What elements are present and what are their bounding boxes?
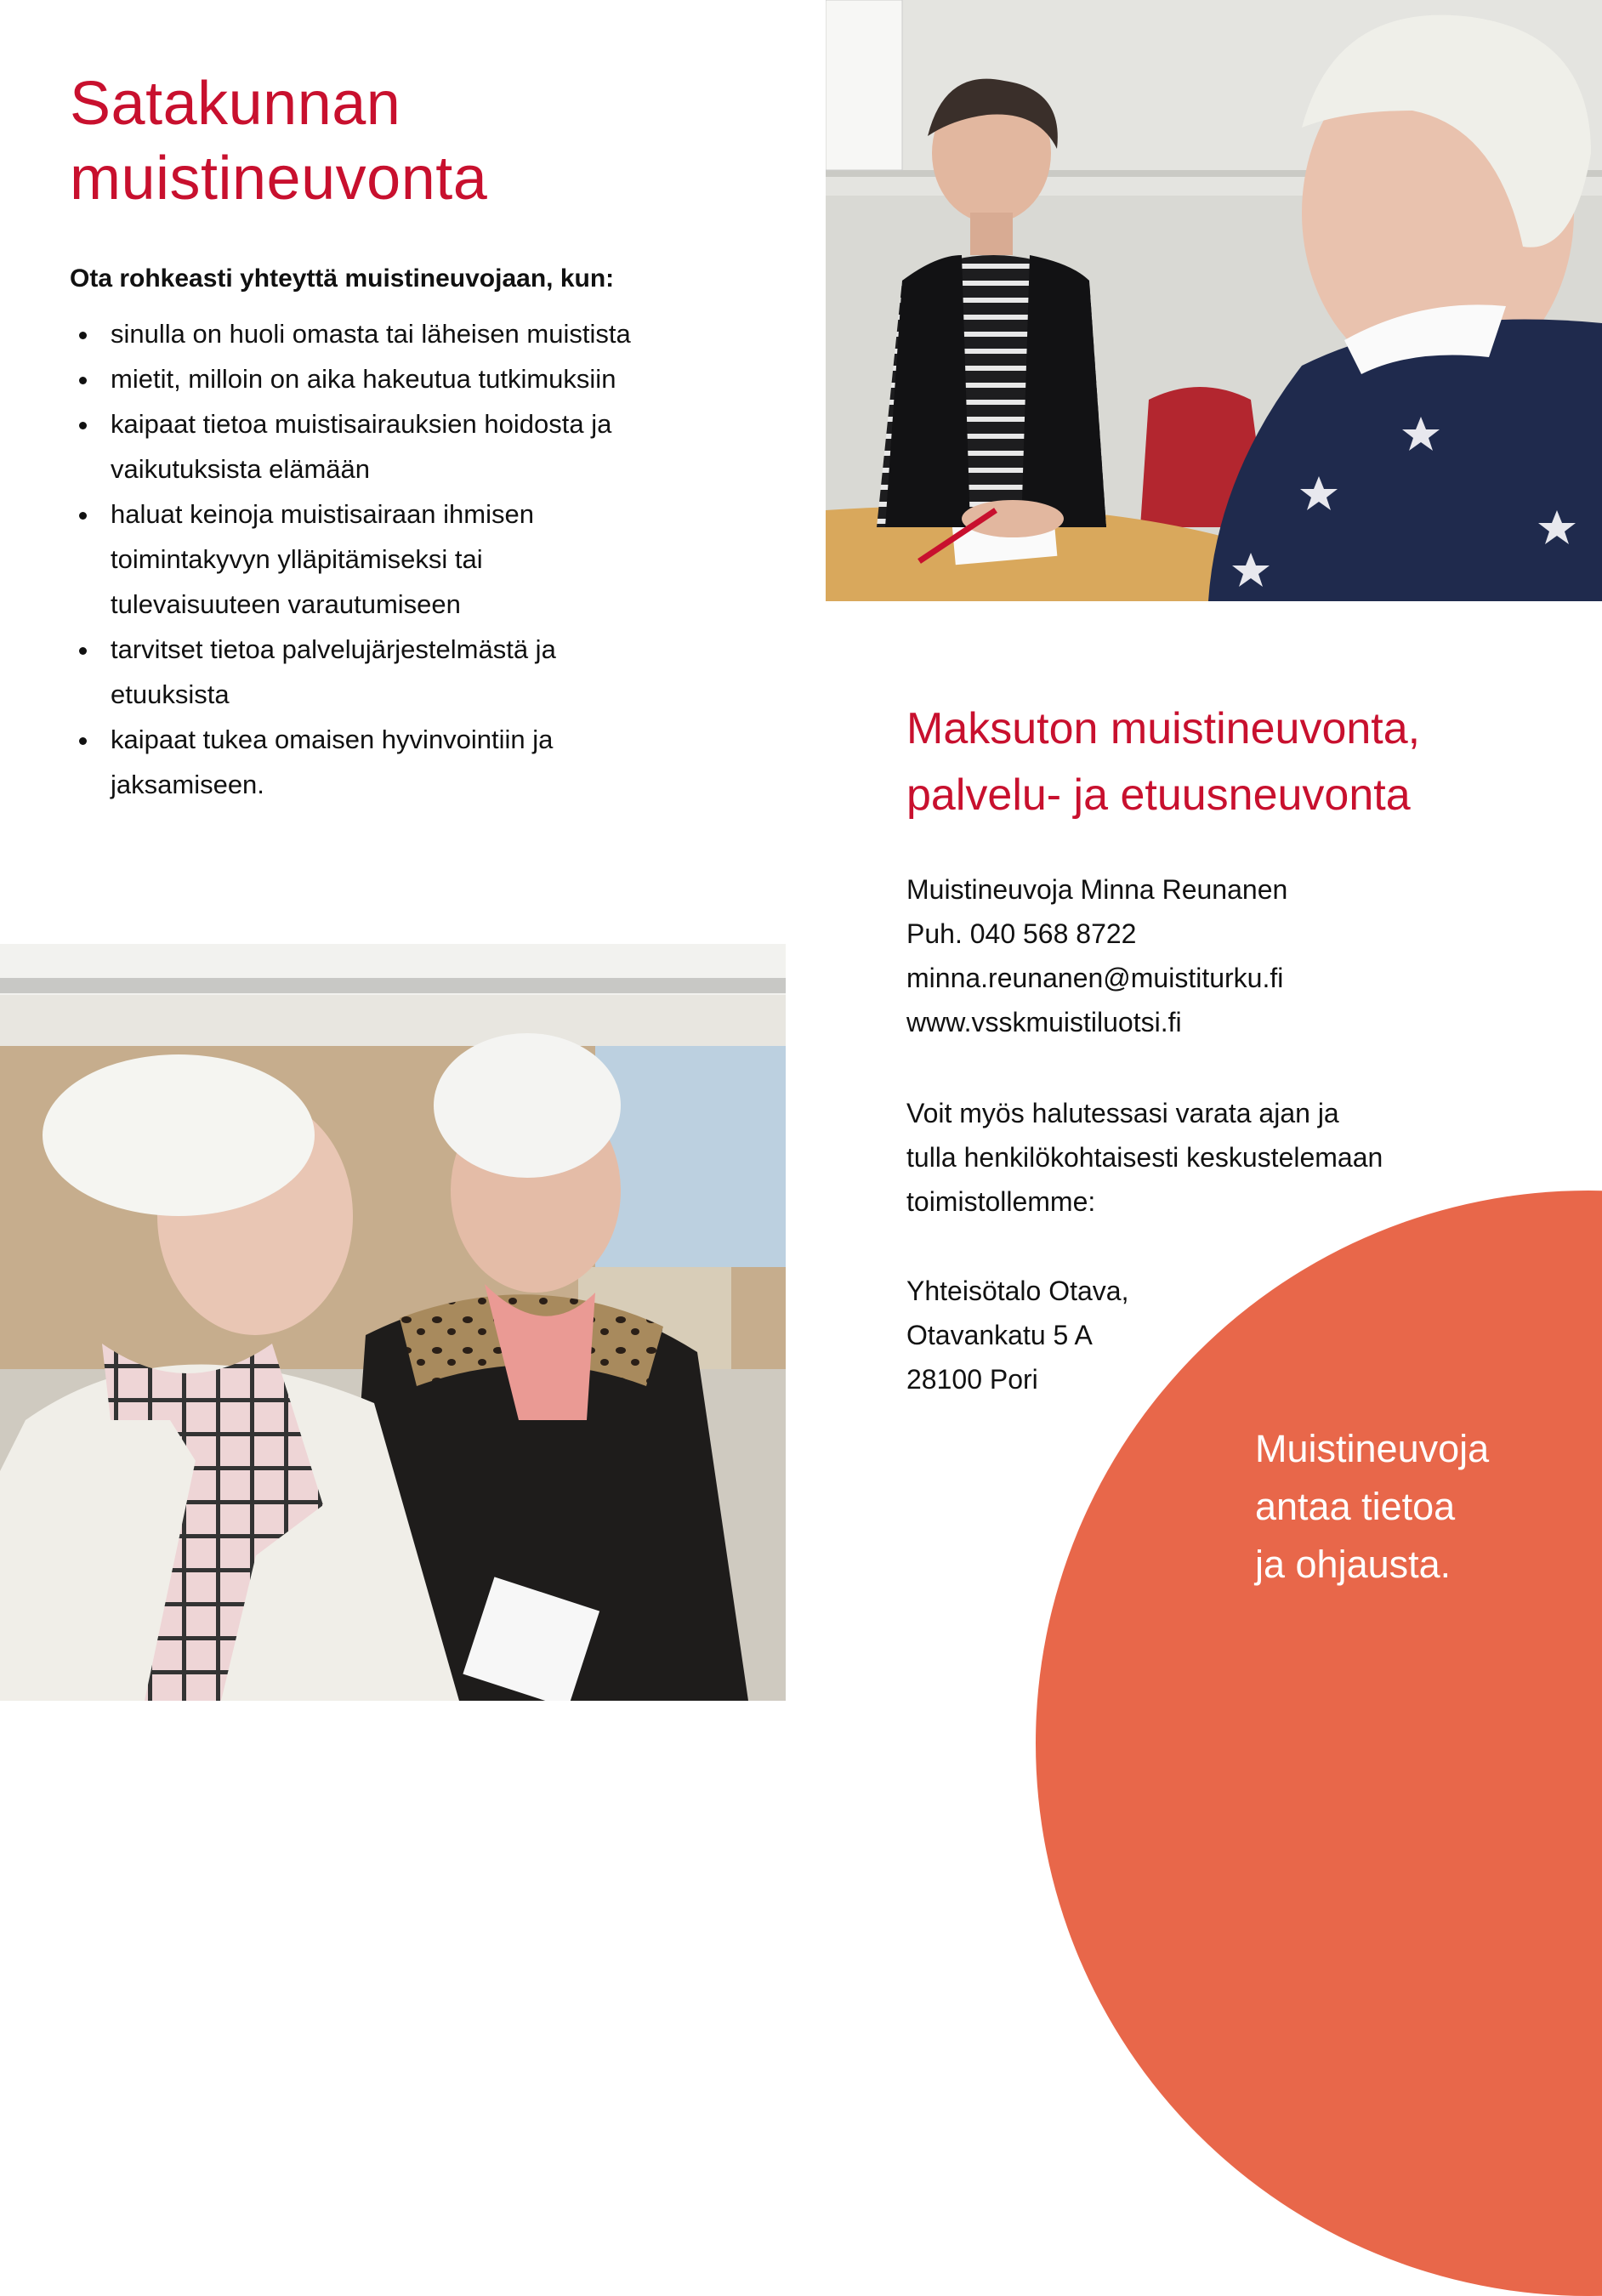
service-heading-line-2: palvelu- ja etuusneuvonta (906, 770, 1411, 820)
list-item (70, 401, 723, 492)
bullet-icon (79, 512, 87, 520)
list-item (70, 356, 801, 401)
list-item-text: tarvitset tietoa palvelujärjestelmästä ja etuuksista (111, 634, 556, 709)
bullet-icon (79, 332, 87, 339)
page-title-line-2: muistineuvonta (70, 145, 488, 213)
contact-info (906, 867, 1553, 1044)
two-women-photo (0, 944, 786, 1701)
list-item (70, 717, 655, 807)
two-women-photo-illustration (0, 944, 786, 1701)
phone-number[interactable]: Puh. 040 568 8722 (906, 918, 1137, 949)
bullet-icon (79, 422, 87, 429)
bullet-icon (79, 647, 87, 655)
callout-line-3: ja ohjausta. (1255, 1543, 1451, 1586)
list-item (70, 627, 655, 717)
service-heading-line-1: Maksuton muistineuvonta, (906, 704, 1421, 753)
callout-line-1: Muistineuvoja (1255, 1427, 1490, 1470)
visit-line-3: toimistollemme: (906, 1186, 1096, 1217)
list-item-text: sinulla on huoli omasta tai läheisen muistista (111, 319, 631, 349)
email-link[interactable]: minna.reunanen@muistiturku.fi (906, 963, 1284, 993)
list-item-text: kaipaat tietoa muistisairauksien hoidosta ja vaikutuksista elämään (111, 409, 612, 484)
reasons-list (70, 311, 801, 807)
service-heading (906, 696, 1570, 828)
list-item-text: haluat keinoja muistisairaan ihmisen toimintakyvyn ylläpitämiseksi tai tulevaisuuteen varautumiseen (111, 499, 534, 619)
callout-text (1255, 1420, 1578, 1594)
address-line-1: Yhteisötalo Otava, (906, 1276, 1129, 1306)
page-title (70, 66, 750, 216)
callout-line-2: antaa tietoa (1255, 1485, 1456, 1528)
bullet-icon (79, 737, 87, 745)
bullet-icon (79, 377, 87, 384)
list-item-text: kaipaat tukea omaisen hyvinvointiin ja jaksamiseen. (111, 725, 554, 799)
list-item (70, 311, 801, 356)
list-item-text: mietit, milloin on aika hakeutua tutkimuksiin (111, 364, 616, 394)
counsellor-name: Muistineuvoja Minna Reunanen (906, 874, 1288, 905)
counsellor-photo (826, 0, 1602, 601)
address (906, 1269, 1553, 1401)
page-title-line-1: Satakunnan (70, 70, 401, 138)
address-line-2: Otavankatu 5 A (906, 1320, 1093, 1350)
website-link[interactable]: www.vsskmuistiluotsi.fi (906, 1007, 1182, 1037)
address-line-3: 28100 Pori (906, 1364, 1038, 1395)
intro-heading: Ota rohkeasti yhteyttä muistineuvojaan, kun: (70, 264, 615, 293)
counsellor-photo-illustration (826, 0, 1602, 601)
list-item (70, 492, 638, 627)
visit-info (906, 1091, 1553, 1224)
visit-line-2: tulla henkilökohtaisesti keskustelemaan (906, 1142, 1383, 1173)
visit-line-1: Voit myös halutessasi varata ajan ja (906, 1098, 1339, 1128)
